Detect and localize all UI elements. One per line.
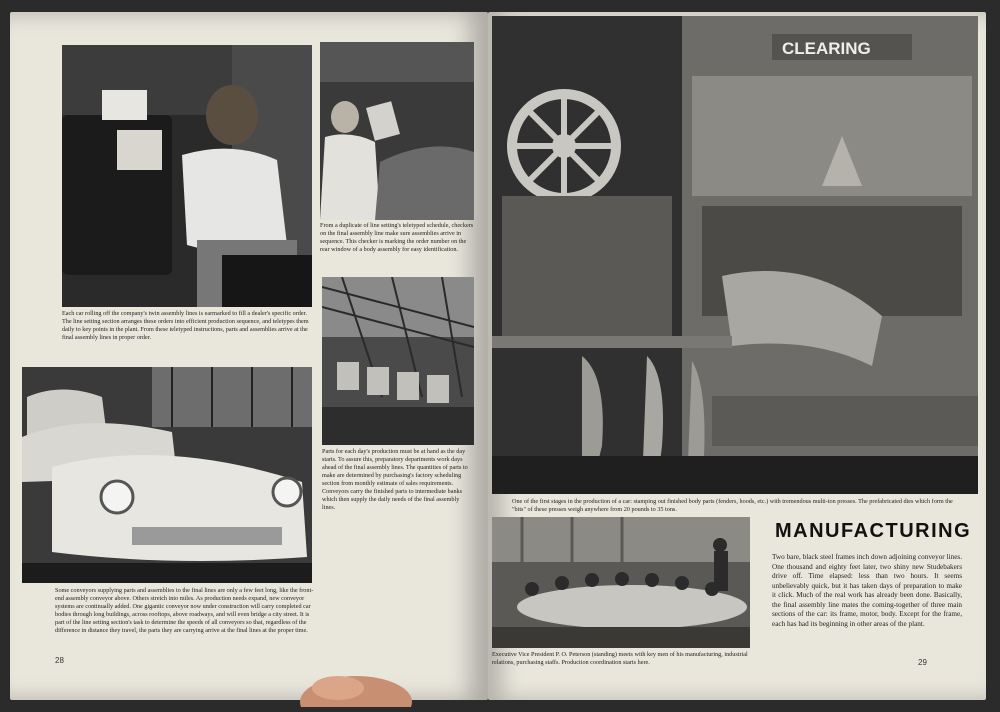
press-sign: CLEARING <box>782 39 871 58</box>
parts-conveyor-photo <box>322 277 474 445</box>
checker-caption: From a duplicate of line setting's teletyped schedule, checkers on the final assembly line make sure assemblies arrive in sequence. This checker is marking the order number on the rear window of a body assembly for easy identification. <box>320 222 474 253</box>
checker-photo <box>320 42 474 220</box>
teletype-operator-photo <box>62 45 312 307</box>
article-heading: MANUFACTURING <box>775 520 972 542</box>
teletype-caption: Each car rolling off the company's twin assembly lines is earmarked to fill a dealer's specific order. The line setting section arranges these orders into efficient production sequence, and teletypes them daily to key points in the plant. From these teletyped instructions, parts and assemblies arrive at the final assembly lines in proper order. <box>62 310 309 341</box>
executive-caption: Executive Vice President P. O. Peterson (standing) meets with key men of his manufacturing, industrial relations, purchasing staffs. Production coordination starts here. <box>492 651 748 666</box>
left-page-number: 28 <box>55 656 64 665</box>
thumb <box>300 668 412 707</box>
parts-caption: Parts for each day's production must be at hand as the day starts. To assure this, preparatory departments work days ahead of the final assembly lines. The quantities of parts to make are determined by purchasing's factory scheduling section from monthly estimate of sales requirements. Conveyors carry the finished parts to intermediate banks which then supply the daily needs of the final assembly lines. <box>322 448 468 511</box>
stamping-press-photo <box>492 16 978 494</box>
press-caption: One of the first stages in the production of a car: stamping out finished body parts (fenders, hoods, etc.) with tremendous multi-ton presses. The prefabricated dies which form the "bits" of these presses weigh anywhere from 20 pounds to 35 tons. <box>512 498 953 513</box>
conveyors-caption: Some conveyors supplying parts and assemblies to the final lines are only a few feet long, like the front-end assembly conveyor above. Others stretch into miles. As production needs expand, new conveyor systems are continually added. One gigantic conveyor now under construction will carry completed car bodies through long buildings, across rooftops, above roadways, and will even bridge a city street. It is part of the line setting section's task to determine the speeds of all conveyors so that, regardless of the difference in distance they travel, the parts they are carrying arrive at the final lines at the proper time. <box>55 587 314 634</box>
right-page-number: 29 <box>918 658 927 667</box>
front-end-conveyor-photo <box>22 367 312 583</box>
article-body: Two bare, black steel frames inch down adjoining conveyor lines. One thousand and eighty feet later, two shiny new Studebakers drive off. Time elapsed: less than two hours. It seems unbelievably quick, but it has taken days of preparation to make it click. Much of the real work has already been done. Basically, the final assembly line mates the coming-together of three main sections of the car: its frame, motor, body. Except for the frame, each has had its beginning in other areas of the plant. <box>772 553 962 628</box>
executive-meeting-photo <box>492 517 750 648</box>
